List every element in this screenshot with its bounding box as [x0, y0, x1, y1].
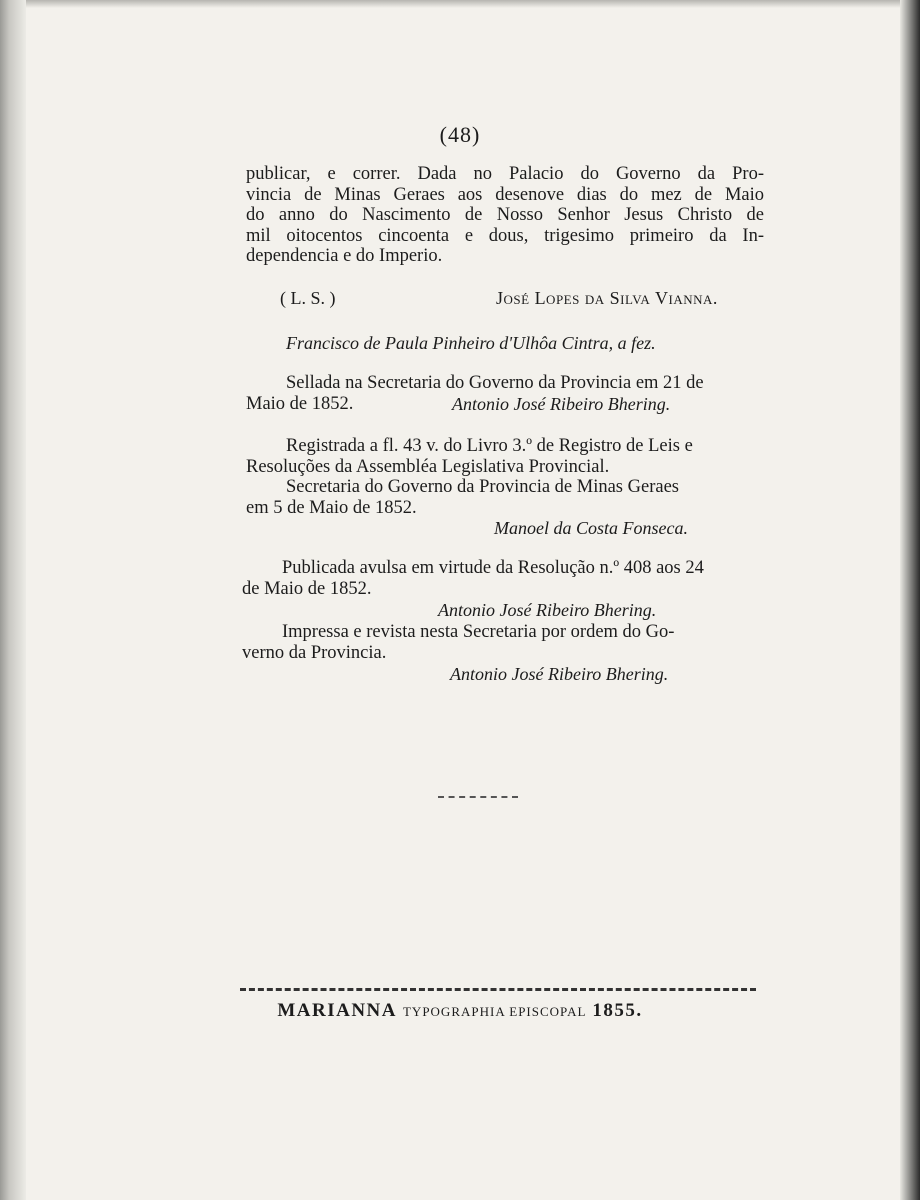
text-line: Maio de 1852.: [246, 393, 354, 414]
published-note: [242, 558, 760, 599]
text-line: dependencia e do Imperio.: [246, 246, 443, 266]
printed-signature: Antonio José Ribeiro Bhering.: [450, 664, 669, 684]
page-number: (48): [439, 122, 481, 147]
text-line: do anno do Nascimento de Nosso Senhor Jesus Christo de: [246, 205, 764, 225]
text-line: Registrada a fl. 43 v. do Livro 3.º de Registro de Leis e: [286, 436, 693, 456]
text-line: Resoluções da Assembléa Legislativa Provincial.: [246, 456, 610, 477]
text-line: publicar, e correr. Dada no Palacio do Governo da Pro-: [246, 164, 764, 184]
text-line: de Maio de 1852.: [242, 578, 372, 599]
president-signature: José Lopes da Silva Vianna.: [496, 288, 718, 308]
decree-closing-paragraph: [246, 164, 764, 267]
published-signature: Antonio José Ribeiro Bhering.: [438, 600, 657, 620]
seal-mark: ( L. S. ): [280, 288, 336, 308]
text-line: vincia de Minas Geraes aos desenove dias do mez de Maio: [246, 184, 764, 205]
text-line: verno da Provincia.: [242, 642, 387, 663]
imprint-city: MARIANNA: [277, 1000, 397, 1021]
registered-signature: Manoel da Costa Fonseca.: [494, 518, 688, 538]
text-line: mil oitocentos cincoenta e dous, trigesimo primeiro da In-: [246, 225, 764, 246]
short-divider: [438, 796, 518, 798]
printed-note: [242, 622, 760, 663]
text-line: Secretaria do Governo da Provincia de Minas Geraes: [286, 477, 679, 497]
sealed-signature: Antonio José Ribeiro Bhering.: [452, 394, 671, 414]
imprint-press: TYPOGRAPHIA EPISCOPAL: [402, 1004, 587, 1019]
registered-note: [246, 436, 764, 518]
long-divider: [240, 988, 756, 991]
text-line: em 5 de Maio de 1852.: [246, 497, 417, 518]
clerk-signature: Francisco de Paula Pinheiro d'Ulhôa Cintra, a fez.: [286, 333, 656, 353]
text-line: Impressa e revista nesta Secretaria por ordem do Go-: [282, 622, 675, 642]
imprint-year: 1855.: [592, 1000, 643, 1021]
text-line: Publicada avulsa em virtude da Resolução n.º 408 aos 24: [282, 558, 704, 578]
printer-imprint: [0, 1000, 920, 1022]
text-line: Sellada na Secretaria do Governo da Provincia em 21 de: [286, 373, 704, 393]
